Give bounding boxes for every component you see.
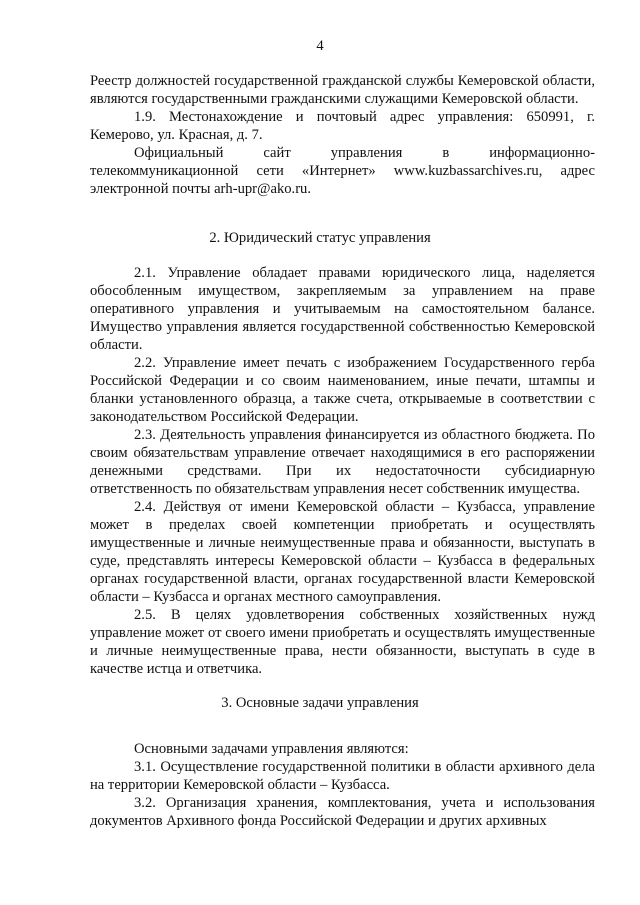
section-1-text <box>90 72 595 198</box>
paragraph: Официальный сайт управления в информационно-телекоммуникационной сети «Интернет» www.kuzbassarchives.ru, адрес электронной почты arh-upr@ako.ru. <box>90 145 595 197</box>
section-3-heading: 3. Основные задачи управления <box>221 695 419 711</box>
section-3-text <box>90 740 595 830</box>
paragraph: 2.3. Деятельность управления финансируется из областного бюджета. По своим обязательствам управление отвечает находящимися в его распоряжении денежными средствами. При их недостаточности субсидиарную ответственность по обязательствам управления несет собственник имущества. <box>90 427 595 497</box>
paragraph: 2.2. Управление имеет печать с изображением Государственного герба Российской Федерации и со своим наименованием, иные печати, штампы и бланки установленного образца, а также счета, открываемые в соответствии с законодательством Российской Федерации. <box>90 355 595 425</box>
paragraph: 1.9. Местонахождение и почтовый адрес управления: 650991, г. Кемерово, ул. Красная, д. 7. <box>90 109 595 143</box>
paragraph: 2.1. Управление обладает правами юридического лица, наделяется обособленным имуществом, закрепляемым за управлением на праве оперативного управления и учитываемым на самостоятельном балансе. Имущество управления является государственной собственностью Кемеровской области. <box>90 265 595 353</box>
page-number: 4 <box>316 38 324 54</box>
section-2-heading: 2. Юридический статус управления <box>209 230 431 246</box>
paragraph: 3.2. Организация хранения, комплектования, учета и использования документов Архивного фонда Российской Федерации и других архивных <box>90 795 595 829</box>
paragraph: 3.1. Осуществление государственной политики в области архивного дела на территории Кемеровской области – Кузбасса. <box>90 759 595 793</box>
paragraph: Реестр должностей государственной гражданской службы Кемеровской области, являются государственными гражданскими служащими Кемеровской области. <box>90 73 595 107</box>
paragraph: 2.4. Действуя от имени Кемеровской области – Кузбасса, управление может в пределах своей компетенции приобретать и осуществлять имущественные и личные неимущественные права и обязанности, выступать в суде, представлять интересы Кемеровской области – Кузбасса в федеральных органах государственной власти, органах государственной власти Кемеровской области – Кузбасса и органах местного самоуправления. <box>90 499 595 605</box>
paragraph: 2.5. В целях удовлетворения собственных хозяйственных нужд управление может от своего имени приобретать и осуществлять имущественные и личные неимущественные права, нести обязанности, выступать в суде в качестве истца и ответчика. <box>90 607 595 677</box>
paragraph: Основными задачами управления являются: <box>134 741 409 757</box>
section-2-text <box>90 264 595 678</box>
